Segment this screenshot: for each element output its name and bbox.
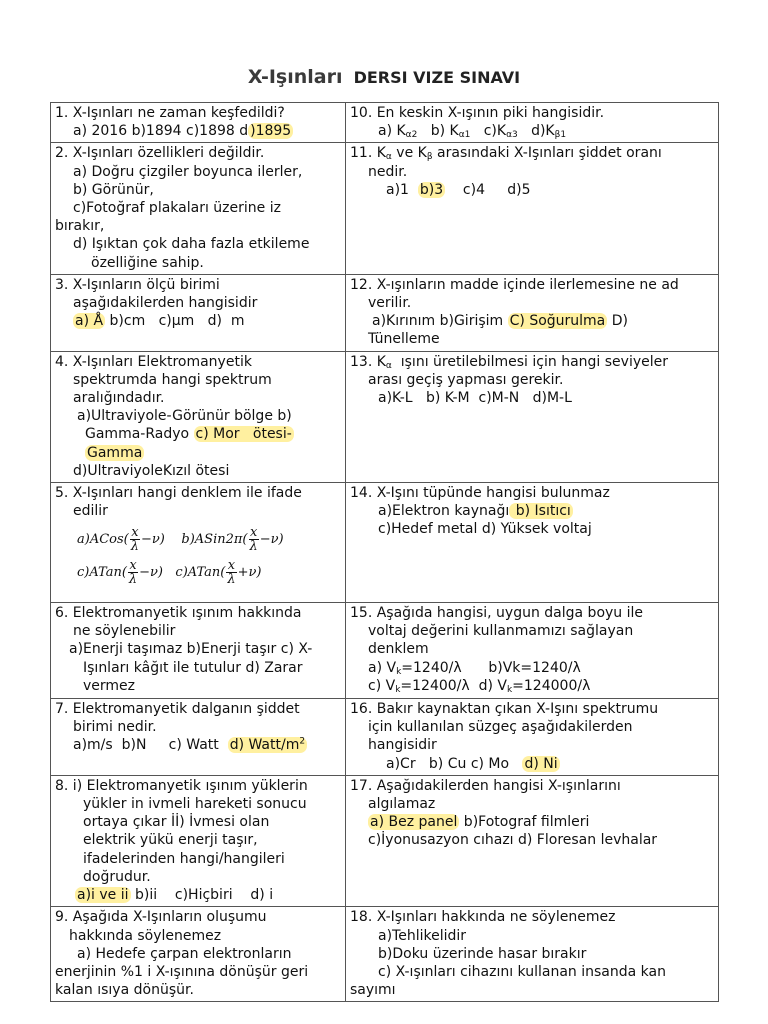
title-main: X-Işınları xyxy=(247,66,343,88)
option-a-cont: kalan ısıya dönüşür. xyxy=(55,982,194,999)
option-c: c) X-ışınları cihazını kullanan insanda kan xyxy=(378,963,666,980)
formula-row-1: a)ACos( $\frac{x}{\lambda}$ −ν) b)ASin2π( $\frac{x}{\lambda}$ −ν) xyxy=(77,525,284,555)
question-text: 1. X-Işınları ne zaman keşfedildi? xyxy=(55,105,285,121)
question-text-cont: aşağıdakilerden hangisidir xyxy=(73,295,258,312)
option-a: a)Ultraviyole-Görünür bölge b) xyxy=(77,408,292,425)
answer-highlight: a) Bez panel xyxy=(370,814,458,831)
option-a: a) Doğru çizgiler boyunca ilerler, xyxy=(73,163,303,180)
answer-highlight: d) Watt/$m^2$ xyxy=(229,736,306,754)
question-text-cont: elektrik yükü enerji taşır, xyxy=(83,832,258,849)
table-row xyxy=(51,907,719,1002)
question-text: 11. $K_\alpha$ ve $K_\beta$ arasındaki X-Işınları şiddet oranı xyxy=(350,145,662,163)
answer-highlight: b)3 xyxy=(419,181,444,198)
question-options: a)Kırınım b)Girişim C) Soğurulma D) xyxy=(372,313,628,330)
question-text: 9. Aşağıda X-Işınların oluşumu xyxy=(55,909,267,926)
question-text-cont: spektrumda hangi spektrum xyxy=(73,371,272,388)
question-options: a)i ve ii b)ii c)Hiçbiri d) i xyxy=(77,887,274,904)
question-9 xyxy=(51,907,346,1002)
question-1 xyxy=(51,103,346,143)
question-17 xyxy=(346,775,719,906)
table-row xyxy=(51,775,719,906)
table-row xyxy=(51,483,719,603)
question-options-cont: c)İyonusazyon cıhazı d) Floresan levhalar xyxy=(368,832,658,849)
question-options: a)Elektron kaynağı b) Isıtıcı xyxy=(378,503,571,520)
question-text-cont: doğrudur. xyxy=(83,868,151,885)
question-text-cont: hakkında söylenemez xyxy=(69,927,222,944)
question-options: a)1 b)3 c)4 d)5 xyxy=(386,181,531,198)
question-text: 16. Bakır kaynaktan çıkan X-Işını spektrumu xyxy=(350,701,659,718)
question-text: 14. X-Işını tüpünde hangisi bulunmaz xyxy=(350,485,610,502)
question-text-cont: birimi nedir. xyxy=(73,719,157,736)
question-table xyxy=(50,102,719,1002)
question-7 xyxy=(51,699,346,776)
table-row xyxy=(51,103,719,143)
question-text-cont: hangisidir xyxy=(368,737,437,754)
question-text-cont: aralığındadır. xyxy=(73,390,165,407)
question-options: a) Bez panel b)Fotograf filmleri xyxy=(370,814,590,831)
question-text-cont: arası geçiş yapması gerekir. xyxy=(368,371,564,388)
option-a-cont: enerjinin %1 i X-ışınına dönüşür geri xyxy=(55,963,309,980)
question-options-cont: vermez xyxy=(83,677,136,694)
title-sub: DERSI VIZE SINAVI xyxy=(353,68,521,87)
question-text: 5. X-Işınları hangi denklem ile ifade xyxy=(55,485,302,502)
question-2 xyxy=(51,143,346,274)
option-a: a) Hedefe çarpan elektronların xyxy=(77,945,292,962)
question-text-cont: ifadelerinden hangi/hangileri xyxy=(83,850,285,867)
question-text-cont: algılamaz xyxy=(368,796,436,813)
question-14 xyxy=(346,483,719,603)
table-row xyxy=(51,603,719,699)
question-5 xyxy=(51,483,346,603)
question-options-cont: c)Hedef metal d) Yüksek voltaj xyxy=(378,521,592,538)
answer-highlight: Gamma xyxy=(87,444,143,461)
question-15 xyxy=(346,603,719,699)
table-row xyxy=(51,143,719,274)
question-16 xyxy=(346,699,719,776)
exam-title xyxy=(0,66,768,88)
question-text-cont: için kullanılan süzgeç aşağıdakilerden xyxy=(368,719,633,736)
question-options: a)Cr b) Cu c) Mo d) Ni xyxy=(386,755,558,772)
question-12 xyxy=(346,274,719,351)
question-text: 13. $K_\alpha$ ışını üretilebilmesi için hangi seviyeler xyxy=(350,353,668,371)
question-text-cont: denklem xyxy=(368,641,429,658)
question-text-cont: edilir xyxy=(73,503,108,520)
answer-highlight: a) Å xyxy=(75,313,104,330)
question-text: 4. X-Işınları Elektromanyetik xyxy=(55,353,252,370)
answer-highlight: d) Ni xyxy=(524,755,558,772)
question-6 xyxy=(51,603,346,699)
question-text: 2. X-Işınları özellikleri değildir. xyxy=(55,145,265,162)
question-4 xyxy=(51,351,346,482)
question-18 xyxy=(346,907,719,1002)
question-options: a) Å b)cm c)μm d) m xyxy=(75,313,245,330)
question-text-cont: yükler in ivmeli hareketi sonucu xyxy=(83,796,307,813)
question-options-cont: Işınları kâğıt ile tutulur d) Zarar xyxy=(83,659,303,676)
question-text: 8. i) Elektromanyetik ışınım yüklerin xyxy=(55,777,308,794)
question-3 xyxy=(51,274,346,351)
question-options: a) $V_k=1240/\lambda$ b)Vk=1240/λ xyxy=(368,659,581,677)
question-text-cont: nedir. xyxy=(368,163,408,180)
question-options: a)Enerji taşımaz b)Enerji taşır c) X- xyxy=(69,641,313,658)
question-text: 18. X-Işınları hakkında ne söylenemez xyxy=(350,909,616,926)
option-d-cont: özelliğine sahip. xyxy=(91,254,204,271)
question-text: 12. X-ışınların madde içinde ilerlemesine ne ad xyxy=(350,276,679,293)
question-options: a) $K_{\alpha 2}$ b) $K_{\alpha 1}$ $c)K_{\alpha 3}$ $d)K_{\beta 1}$ xyxy=(378,123,567,141)
option-c: Gamma-Radyo c) Mor ötesi- xyxy=(85,426,292,443)
question-text: 10. En keskin X-ışının piki hangisidir. xyxy=(350,105,605,121)
question-text: 15. Aşağıda hangisi, uygun dalga boyu ile xyxy=(350,605,644,622)
question-8 xyxy=(51,775,346,906)
option-c-cont: bırakır, xyxy=(55,218,105,235)
question-options-cont: Tünelleme xyxy=(368,331,440,348)
option-b: b) Görünür, xyxy=(73,181,154,198)
answer-highlight: C) Soğurulma xyxy=(509,313,606,330)
question-options: a) 2016 b)1894 c)1898 d )1895 xyxy=(73,123,292,140)
answer-highlight: c) Mor ötesi- xyxy=(195,426,292,443)
question-11 xyxy=(346,143,719,274)
question-text-cont: ortaya çıkar İİ) İvmesi olan xyxy=(83,814,270,831)
question-10 xyxy=(346,103,719,143)
table-row xyxy=(51,351,719,482)
option-b: b)Doku üzerinde hasar bırakır xyxy=(378,945,587,962)
question-text-cont: verilir. xyxy=(368,295,412,312)
question-13 xyxy=(346,351,719,482)
question-text: 3. X-Işınların ölçü birimi xyxy=(55,276,220,293)
answer-highlight: b) Isıtıcı xyxy=(511,503,571,520)
question-options-cont: c) $V_k=12400/\lambda$ d) $V_k=124000/\lambda$ xyxy=(368,677,591,695)
question-text: 6. Elektromanyetik ışınım hakkında xyxy=(55,605,302,622)
table-row xyxy=(51,699,719,776)
option-d: d) Işıktan çok daha fazla etkileme xyxy=(73,236,310,253)
table-row xyxy=(51,274,719,351)
question-options: a)m/s b)N c) Watt d) Watt/$m^2$ xyxy=(73,736,306,754)
question-text-cont: voltaj değerini kullanmamızı sağlayan xyxy=(368,623,634,640)
option-c: c)Fotoğraf plakaları üzerine iz xyxy=(73,200,281,217)
answer-highlight: a)i ve ii xyxy=(77,887,129,904)
formula-row-2: c)ATan( $\frac{x}{\lambda}$ −ν) c)ATan( $\frac{x}{\lambda}$ +ν) xyxy=(77,558,262,588)
question-text: 7. Elektromanyetik dalganın şiddet xyxy=(55,701,300,718)
answer-highlight: )1895 xyxy=(250,123,292,140)
option-c-cont xyxy=(55,444,341,462)
option-d: d)UltraviyoleKızıl ötesi xyxy=(73,462,230,479)
option-c-cont: sayımı xyxy=(350,982,396,999)
question-options: a)K-L b) K-M c)M-N d)M-L xyxy=(378,390,572,407)
option-a: a)Tehlikelidir xyxy=(378,927,467,944)
question-text-cont: ne söylenebilir xyxy=(73,623,176,640)
question-text: 17. Aşağıdakilerden hangisi X-ışınlarını xyxy=(350,777,621,794)
